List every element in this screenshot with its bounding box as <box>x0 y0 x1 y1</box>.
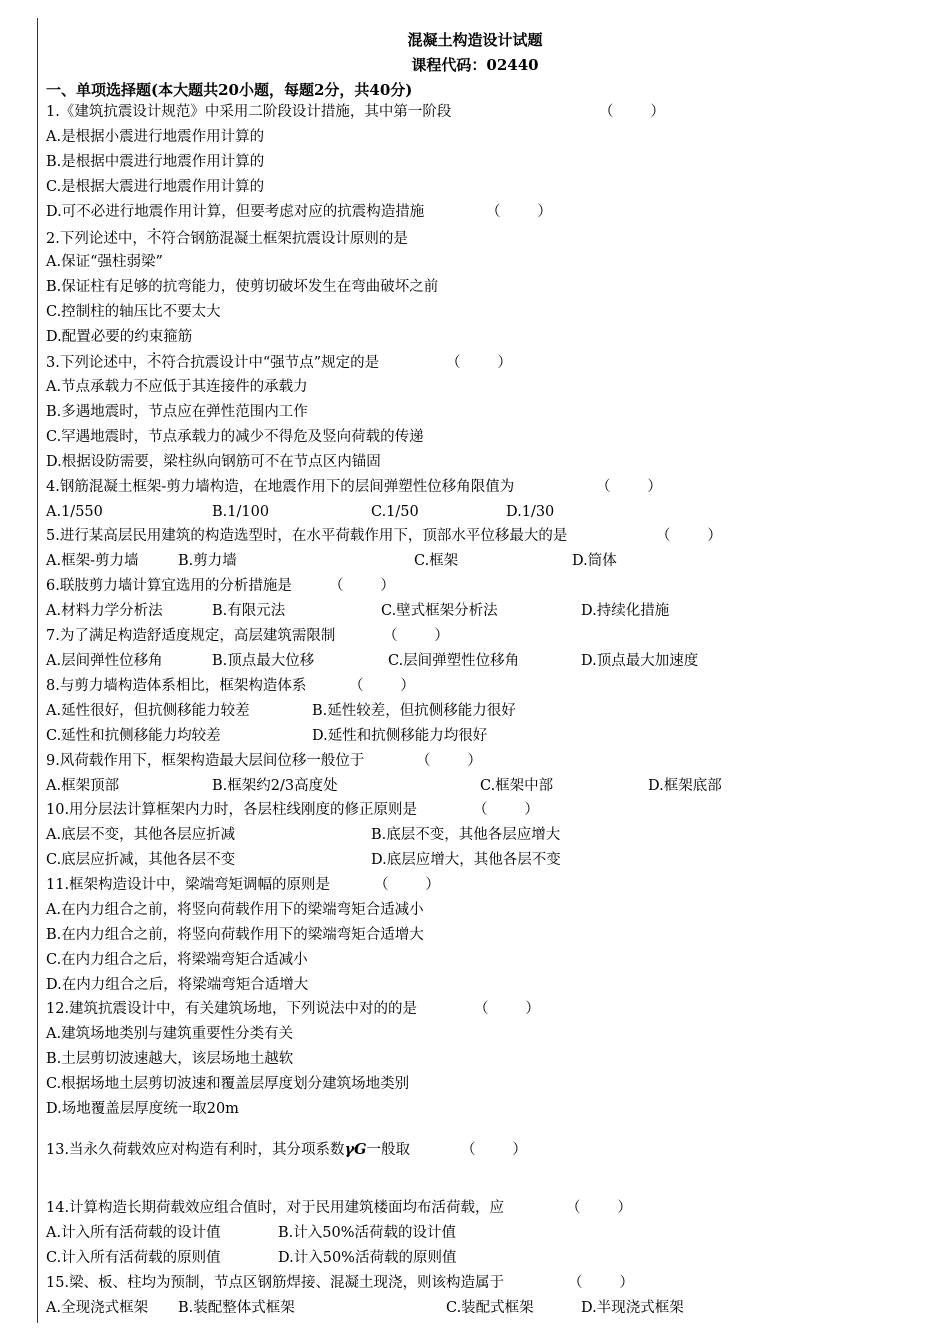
question-stem: 4.钢筋混凝土框架-剪力墙构造，在地震作用下的层间弹塑性位移角限值为 <box>46 479 515 495</box>
option-c: C.壁式框架分析法 <box>381 603 498 619</box>
question-stem: 5.进行某高层民用建筑的构造选型时，在水平荷载作用下，顶部水平位移最大的是 <box>46 528 568 544</box>
question-15 <box>46 1273 634 1293</box>
option-d: D.1/30 <box>506 504 555 520</box>
question-stem: 1.《建筑抗震设计规范》中采用二阶段设计措施，其中第一阶段 <box>46 104 452 120</box>
q11-option-b: B.在内力组合之前，将竖向荷载作用下的梁端弯矩合适增大 <box>46 927 424 943</box>
exam-title: 混凝土构造设计试题 <box>407 31 543 49</box>
option-d: D.持续化措施 <box>581 603 670 619</box>
q3-option-d: D.根据设防需要，梁柱纵向钢筋可不在节点区内锚固 <box>46 454 381 470</box>
question-13 <box>46 1140 527 1160</box>
question-8 <box>46 676 415 696</box>
question-7 <box>46 626 449 646</box>
question-stem: 11.框架构造设计中，梁端弯矩调幅的原则是 <box>46 877 331 893</box>
q12-option-c: C.根据场地土层剪切波速和覆盖层厚度划分建筑场地类别 <box>46 1076 410 1092</box>
q3-option-b: B.多遇地震时，节点应在弹性范围内工作 <box>46 404 308 420</box>
question-stem: 6.联肢剪力墙计算宜选用的分析措施是 <box>46 578 292 594</box>
option-d: D.框架底部 <box>648 778 722 794</box>
option-d: D.顶点最大加速度 <box>581 653 699 669</box>
option-b: B.底层不变，其他各层应增大 <box>371 827 561 843</box>
gamma-g-symbol: γG <box>344 1141 367 1158</box>
answer-blank[interactable]: （ ） <box>656 528 722 544</box>
question-2 <box>46 229 408 249</box>
option-a: A.层间弹性位移角 <box>46 653 163 669</box>
option-d: D.筒体 <box>572 553 617 569</box>
emphasized-text: 不符合 <box>146 231 191 247</box>
option-b: B.1/100 <box>212 504 270 520</box>
q11-option-c: C.在内力组合之后，将梁端弯矩合适减小 <box>46 952 308 968</box>
q11-option-d: D.在内力组合之后，将梁端弯矩合适增大 <box>46 977 309 993</box>
answer-blank[interactable]: （ ） <box>383 628 449 644</box>
stem-suffix: 一般取 <box>366 1142 411 1158</box>
q2-option-a: A.保证“强柱弱梁” <box>46 254 163 270</box>
option-b: B.计入50%活荷载的设计值 <box>278 1225 456 1241</box>
question-6 <box>46 576 395 596</box>
q1-option-d <box>46 202 552 222</box>
answer-blank[interactable]: （ ） <box>474 1001 540 1017</box>
option-a: A.延性很好，但抗侧移能力较差 <box>46 703 250 719</box>
option-c: C.1/50 <box>371 504 419 520</box>
answer-blank[interactable]: （ ） <box>473 802 539 818</box>
emphasized-text: 不符合 <box>146 355 191 371</box>
course-code: 课程代码：02440 <box>411 56 539 74</box>
option-c: C.装配式框架 <box>446 1300 534 1316</box>
question-stem: 7.为了满足构造舒适度规定，高层建筑需限制 <box>46 628 336 644</box>
question-stem: 9.风荷载作用下，框架构造最大层间位移一般位于 <box>46 753 365 769</box>
q2-option-d: D.配置必要的约束箍筋 <box>46 329 193 345</box>
option-c: C.底层应折减，其他各层不变 <box>46 852 236 868</box>
stem-suffix: 抗震设计中“强节点”规定的是 <box>190 355 380 371</box>
answer-blank[interactable]: （ ） <box>566 1200 632 1216</box>
answer-blank[interactable]: （ ） <box>486 204 552 220</box>
option-c: C.框架 <box>414 553 459 569</box>
q12-option-a: A.建筑场地类别与建筑重要性分类有关 <box>46 1026 294 1042</box>
section-heading: 一、单项选择题(本大题共20小题，每题2分，共40分) <box>46 81 413 99</box>
option-b: B.框架约2/3高度处 <box>212 778 338 794</box>
option-b: B.顶点最大位移 <box>212 653 315 669</box>
answer-blank[interactable]: （ ） <box>461 1142 527 1158</box>
question-stem: 8.与剪力墙构造体系相比，框架构造体系 <box>46 678 307 694</box>
answer-blank[interactable]: （ ） <box>596 479 662 495</box>
option-a: A.框架-剪力墙 <box>46 553 139 569</box>
option-c: C.计入所有活荷载的原则值 <box>46 1250 221 1266</box>
q3-option-a: A.节点承载力不应低于其连接件的承载力 <box>46 379 308 395</box>
option-d: D.半现浇式框架 <box>581 1300 684 1316</box>
stem-prefix: 3.下列论述中， <box>46 355 147 371</box>
option-b: B.装配整体式框架 <box>178 1300 295 1316</box>
option-b: B.剪力墙 <box>178 553 237 569</box>
option-a: A.1/550 <box>46 504 103 520</box>
q12-option-b: B.土层剪切波速越大，该层场地土越软 <box>46 1051 294 1067</box>
question-stem: 12.建筑抗震设计中，有关建筑场地，下列说法中对的的是 <box>46 1001 418 1017</box>
answer-blank[interactable]: （ ） <box>446 355 512 371</box>
answer-blank[interactable]: （ ） <box>416 753 482 769</box>
q2-option-b: B.保证柱有足够的抗弯能力，使剪切破坏发生在弯曲破坏之前 <box>46 279 439 295</box>
option-a: A.全现浇式框架 <box>46 1300 149 1316</box>
question-3 <box>46 353 512 373</box>
option-c: C.延性和抗侧移能力均较差 <box>46 728 221 744</box>
question-stem: 10.用分层法计算框架内力时，各层柱线刚度的修正原则是 <box>46 802 418 818</box>
option-d: D.计入50%活荷载的原则值 <box>278 1250 457 1266</box>
q12-option-d: D.场地覆盖层厚度统一取20m <box>46 1101 239 1117</box>
answer-blank[interactable]: （ ） <box>329 578 395 594</box>
stem-suffix: 钢筋混凝土框架抗震设计原则的是 <box>190 231 408 247</box>
option-text: D.可不必进行地震作用计算，但要考虑对应的抗震构造措施 <box>46 204 425 220</box>
option-d: D.延性和抗侧移能力均很好 <box>312 728 488 744</box>
option-b: B.有限元法 <box>212 603 286 619</box>
stem-prefix: 2.下列论述中， <box>46 231 147 247</box>
question-5 <box>46 526 722 546</box>
option-a: A.计入所有活荷载的设计值 <box>46 1225 221 1241</box>
answer-blank[interactable]: （ ） <box>568 1275 634 1291</box>
q1-option-a: A.是根据小震进行地震作用计算的 <box>46 129 265 145</box>
answer-blank[interactable]: （ ） <box>599 104 665 120</box>
option-a: A.框架顶部 <box>46 778 120 794</box>
q2-option-c: C.控制柱的轴压比不要太大 <box>46 304 221 320</box>
question-stem: 15.梁、板、柱均为预制，节点区钢筋焊接、混凝土现浇，则该构造属于 <box>46 1275 505 1291</box>
stem-prefix: 13.当永久荷载效应对构造有利时，其分项系数 <box>46 1142 345 1158</box>
question-12 <box>46 999 540 1019</box>
option-c: C.框架中部 <box>480 778 554 794</box>
question-1 <box>46 102 665 122</box>
option-a: A.底层不变，其他各层应折减 <box>46 827 236 843</box>
option-b: B.延性较差，但抗侧移能力很好 <box>312 703 516 719</box>
question-4 <box>46 477 662 497</box>
answer-blank[interactable]: （ ） <box>374 877 440 893</box>
answer-blank[interactable]: （ ） <box>349 678 415 694</box>
option-d: D.底层应增大，其他各层不变 <box>371 852 561 868</box>
question-11 <box>46 875 440 895</box>
question-10 <box>46 800 539 820</box>
question-stem: 14.计算构造长期荷载效应组合值时，对于民用建筑楼面均布活荷载，应 <box>46 1200 505 1216</box>
option-a: A.材料力学分析法 <box>46 603 163 619</box>
q1-option-c: C.是根据大震进行地震作用计算的 <box>46 179 265 195</box>
question-9 <box>46 751 482 771</box>
question-14 <box>46 1198 632 1218</box>
q1-option-b: B.是根据中震进行地震作用计算的 <box>46 154 265 170</box>
option-c: C.层间弹塑性位移角 <box>388 653 520 669</box>
q3-option-c: C.罕遇地震时，节点承载力的减少不得危及竖向荷载的传递 <box>46 429 424 445</box>
left-margin-line <box>37 18 38 1323</box>
q11-option-a: A.在内力组合之前，将竖向荷载作用下的梁端弯矩合适减小 <box>46 902 424 918</box>
